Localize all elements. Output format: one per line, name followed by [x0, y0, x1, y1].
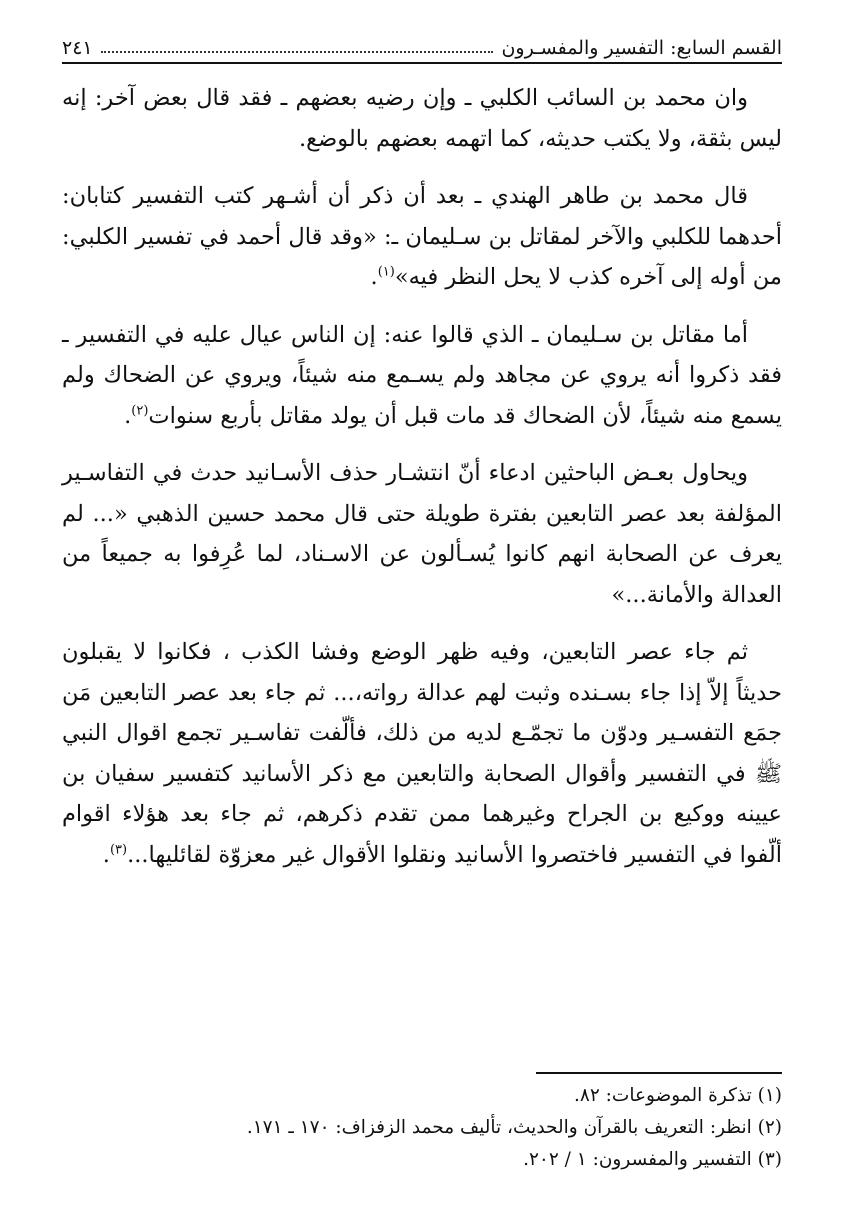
footnotes-section: [62, 1072, 782, 1176]
sentence-end: .: [124, 402, 132, 429]
paragraph-3: [62, 315, 782, 437]
footnote-divider: [536, 1072, 782, 1074]
leader-dots: [101, 51, 494, 53]
paragraph-text: أما مقاتل بن سـليمان ـ الذي قالوا عنه: إن الناس عيال عليه في التفسير ـ فقد ذكروا أنه يروي عن مجاهد ولم يسـمع منه شيئاً، ويروي عن الضحاك ولم يسمع منه شيئاً، لأن الضحاك قد مات قبل أن يولد مقاتل بأربع سنوات: [62, 321, 782, 429]
footnote-ref-3[interactable]: (٣): [109, 842, 128, 857]
footnote-ref-1[interactable]: (١): [377, 264, 395, 280]
book-page: [62, 0, 782, 1226]
paragraph-text: ثم جاء عصر التابعين، وفيه ظهر الوضع وفشا الكذب ، فكانوا لا يقبلون حديثاً إلاّ إذا جاء بسـنده وثبت لهم عدالة رواته،... ثم جاء بعد عصر التابعين مَن جمَع التفسـير ودوّن ما تجمّـع لديه من ذلك، فألّفت تفاسـير تجمع اقوال النبي ﷺ في التفسير وأقوال الصحابة والتابعين مع ذكر الأسانيد كتفسير سفيان بن عيينه ووكيع بن الجراح وغيرهما ممن تقدم ذكرهم، ثم جاء بعد هؤلاء اقوام ألّفوا في التفسير فاختصروا الأسانيد ونقلوا الأقوال غير معزوّة لقائليها...: [62, 639, 782, 868]
footnote-2: (٢) انظر: التعريف بالقرآن والحديث، تأليف محمد الزفزاف: ١٧٠ ـ ١٧١.: [246, 1117, 782, 1138]
sentence-end: .: [370, 264, 378, 290]
paragraph-4: [62, 453, 782, 615]
paragraph-text: ويحاول بعـض الباحثين ادعاء أنّ انتشـار حذف الأسـانيد حدث في التفاسـير المؤلفة بعد عصر التابعين بفترة طويلة حتى قال محمد حسين الذهبي «... لم يعرف عن الصحابة انهم كانوا يُسـألون عن الاسـناد، لما عُرِفوا به جميعاً من العدالة والأمانة...»: [62, 460, 782, 608]
footnote-1: (١) تذكرة الموضوعات: ٨٢.: [574, 1085, 782, 1106]
sentence-end: .: [102, 841, 110, 868]
page-number: ٢٤١: [62, 37, 93, 59]
paragraph-text: قال محمد بن طاهر الهندي ـ بعد أن ذكر أن أشـهر كتب التفسير كتابان: أحدهما للكلبي والآخر لمقاتل بن سـليمان ـ: «وقد قال أحمد في تفسير الكلبي: من أوله إلى آخره كذب لا يحل النظر فيه»: [62, 183, 782, 290]
chapter-title: القسم السابع: التفسير والمفسـرون: [501, 37, 782, 59]
paragraph-5: [62, 632, 782, 875]
main-text: [62, 78, 782, 892]
footnote-ref-2[interactable]: (٢): [131, 403, 149, 418]
footnote-3: (٣) التفسير والمفسرون: ١ / ٢٠٢.: [523, 1149, 782, 1170]
paragraph-2: [62, 176, 782, 298]
running-header: [62, 30, 782, 64]
paragraph-text: وان محمد بن السائب الكلبي ـ وإن رضيه بعضهم ـ فقد قال بعض آخر: إنه ليس بثقة، ولا يكتب حديثه، كما اتهمه بعضهم بالوضع.: [62, 85, 782, 152]
paragraph-1: [62, 78, 782, 159]
